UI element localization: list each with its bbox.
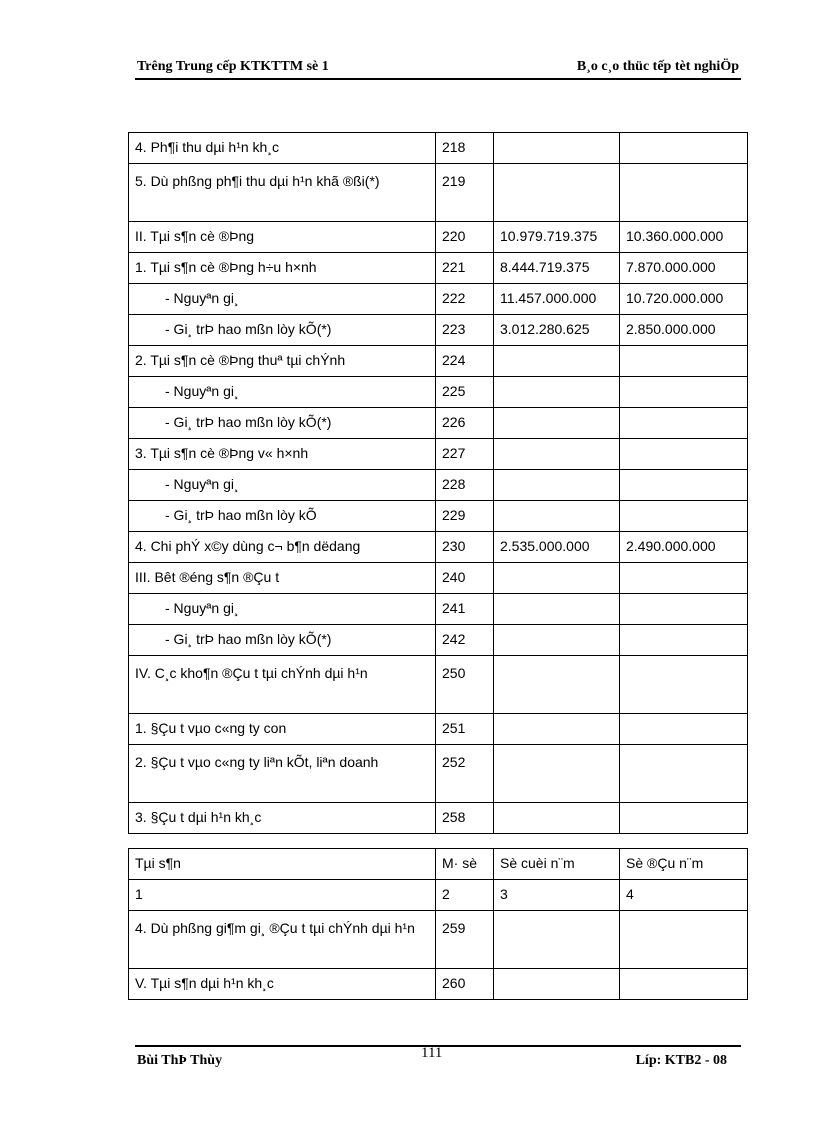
- table-row: [129, 594, 748, 625]
- row-description: - Gi¸ trÞ hao mßn lòy kÕ(*): [129, 408, 436, 439]
- table-row: [129, 656, 748, 714]
- row-code: 252: [436, 745, 494, 803]
- table-row: [129, 315, 748, 346]
- row-description: 4. Chi phÝ x©y dùng c¬ b¶n dëdang: [129, 532, 436, 563]
- page-header: [135, 58, 741, 80]
- balance-sheet-table-1: [128, 132, 748, 834]
- header-report-title: B¸o c¸o thüc tếp tèt nghiÖp: [576, 59, 739, 74]
- row-year-begin-value: [620, 594, 748, 625]
- row-year-begin-value: 10.360.000.000: [620, 222, 748, 253]
- row-year-begin-value: [620, 803, 748, 834]
- table-row: [129, 501, 748, 532]
- row-code: 219: [436, 164, 494, 222]
- row-year-end-value: [494, 408, 620, 439]
- row-year-end-value: 8.444.719.375: [494, 253, 620, 284]
- row-year-begin-value: 7.870.000.000: [620, 253, 748, 284]
- row-description: 4. Ph¶i thu dµi h¹n kh¸c: [129, 133, 436, 164]
- row-year-end-value: [494, 501, 620, 532]
- footer-author: Bùi ThÞ Thùy: [137, 1053, 223, 1068]
- row-code: 223: [436, 315, 494, 346]
- row-code: 225: [436, 377, 494, 408]
- row-year-end-value: [494, 594, 620, 625]
- row-year-end-value: [494, 470, 620, 501]
- row-description: - Nguyªn gi¸: [129, 470, 436, 501]
- table-row: [129, 625, 748, 656]
- table-row: [129, 969, 748, 1000]
- table-header-row: [129, 849, 748, 880]
- header-cell-year-begin: Sè ®Çu n¨m: [620, 849, 748, 880]
- row-year-end-value: 3.012.280.625: [494, 315, 620, 346]
- row-code: 251: [436, 714, 494, 745]
- column-number-row: [129, 880, 748, 911]
- row-year-begin-value: [620, 625, 748, 656]
- row-description: IV. C¸c kho¶n ®Çu t tµi chÝnh dµi h¹n: [129, 656, 436, 714]
- column-number: 3: [494, 880, 620, 911]
- table-row: [129, 439, 748, 470]
- row-year-begin-value: 2.490.000.000: [620, 532, 748, 563]
- table-row: [129, 346, 748, 377]
- row-year-end-value: [494, 563, 620, 594]
- row-code: 260: [436, 969, 494, 1000]
- row-code: 240: [436, 563, 494, 594]
- row-year-end-value: [494, 911, 620, 969]
- row-description: - Nguyªn gi¸: [129, 284, 436, 315]
- row-code: 224: [436, 346, 494, 377]
- row-description: - Gi¸ trÞ hao mßn lòy kÕ: [129, 501, 436, 532]
- table-row: [129, 745, 748, 803]
- row-year-begin-value: [620, 969, 748, 1000]
- table-row: [129, 408, 748, 439]
- row-code: 226: [436, 408, 494, 439]
- row-code: 242: [436, 625, 494, 656]
- table-row: [129, 714, 748, 745]
- table-row: [129, 284, 748, 315]
- row-year-end-value: [494, 164, 620, 222]
- row-code: 241: [436, 594, 494, 625]
- row-code: 228: [436, 470, 494, 501]
- table-row: [129, 470, 748, 501]
- row-year-begin-value: [620, 133, 748, 164]
- table-row: [129, 563, 748, 594]
- page-number: 111: [421, 1045, 443, 1061]
- row-year-end-value: [494, 745, 620, 803]
- row-year-end-value: [494, 439, 620, 470]
- row-year-begin-value: [620, 563, 748, 594]
- row-year-end-value: [494, 377, 620, 408]
- row-year-end-value: [494, 346, 620, 377]
- column-number: 4: [620, 880, 748, 911]
- row-year-end-value: [494, 625, 620, 656]
- row-code: 218: [436, 133, 494, 164]
- row-year-end-value: [494, 656, 620, 714]
- row-year-begin-value: [620, 501, 748, 532]
- header-school: Trêng Trung cếp KTKTTM sè 1: [137, 59, 329, 74]
- page-footer: [135, 1045, 741, 1077]
- row-year-begin-value: [620, 346, 748, 377]
- row-year-begin-value: [620, 745, 748, 803]
- row-code: 227: [436, 439, 494, 470]
- row-description: II. Tµi s¶n cè ®Þng: [129, 222, 436, 253]
- table-row: [129, 803, 748, 834]
- row-description: 1. §Çu t vµo c«ng ty con: [129, 714, 436, 745]
- row-year-end-value: [494, 969, 620, 1000]
- row-description: 1. Tµi s¶n cè ®Þng h÷u h×nh: [129, 253, 436, 284]
- table-row: [129, 253, 748, 284]
- table-row: [129, 164, 748, 222]
- row-description: 3. Tµi s¶n cè ®Þng v« h×nh: [129, 439, 436, 470]
- row-code: 220: [436, 222, 494, 253]
- row-code: 229: [436, 501, 494, 532]
- row-year-begin-value: 2.850.000.000: [620, 315, 748, 346]
- row-year-end-value: [494, 803, 620, 834]
- row-year-begin-value: [620, 164, 748, 222]
- row-year-end-value: 11.457.000.000: [494, 284, 620, 315]
- balance-sheet-table-2: [128, 848, 748, 1000]
- row-description: 4. Dù phßng gi¶m gi¸ ®Çu t tµi chÝnh dµi h¹n: [129, 911, 436, 969]
- footer-class: Líp: KTB2 - 08: [635, 1053, 727, 1068]
- row-description: 2. §Çu t vµo c«ng ty liªn kÕt, liªn doanh: [129, 745, 436, 803]
- header-cell-year-end: Sè cuèi n¨m: [494, 849, 620, 880]
- row-year-end-value: 10.979.719.375: [494, 222, 620, 253]
- row-code: 259: [436, 911, 494, 969]
- row-year-begin-value: [620, 714, 748, 745]
- table-row: [129, 377, 748, 408]
- row-code: 230: [436, 532, 494, 563]
- row-year-end-value: [494, 133, 620, 164]
- row-code: 221: [436, 253, 494, 284]
- row-description: - Gi¸ trÞ hao mßn lòy kÕ(*): [129, 315, 436, 346]
- row-description: V. Tµi s¶n dµi h¹n kh¸c: [129, 969, 436, 1000]
- row-year-end-value: 2.535.000.000: [494, 532, 620, 563]
- row-year-end-value: [494, 714, 620, 745]
- row-description: - Nguyªn gi¸: [129, 377, 436, 408]
- table-row: [129, 911, 748, 969]
- row-code: 250: [436, 656, 494, 714]
- row-description: 3. §Çu t dµi h¹n kh¸c: [129, 803, 436, 834]
- column-number: 1: [129, 880, 436, 911]
- row-year-begin-value: [620, 911, 748, 969]
- row-description: - Gi¸ trÞ hao mßn lòy kÕ(*): [129, 625, 436, 656]
- row-year-begin-value: [620, 656, 748, 714]
- row-code: 222: [436, 284, 494, 315]
- row-year-begin-value: 10.720.000.000: [620, 284, 748, 315]
- row-year-begin-value: [620, 439, 748, 470]
- table-row: [129, 222, 748, 253]
- table-row: [129, 532, 748, 563]
- row-year-begin-value: [620, 408, 748, 439]
- header-cell-code: M· sè: [436, 849, 494, 880]
- row-year-begin-value: [620, 377, 748, 408]
- column-number: 2: [436, 880, 494, 911]
- table-row: [129, 133, 748, 164]
- header-cell-asset: Tµi s¶n: [129, 849, 436, 880]
- row-code: 258: [436, 803, 494, 834]
- row-year-begin-value: [620, 470, 748, 501]
- row-description: III. Bêt ®éng s¶n ®Çu t: [129, 563, 436, 594]
- row-description: - Nguyªn gi¸: [129, 594, 436, 625]
- row-description: 5. Dù phßng ph¶i thu dµi h¹n khã ®ßi(*): [129, 164, 436, 222]
- row-description: 2. Tµi s¶n cè ®Þng thuª tµi chÝnh: [129, 346, 436, 377]
